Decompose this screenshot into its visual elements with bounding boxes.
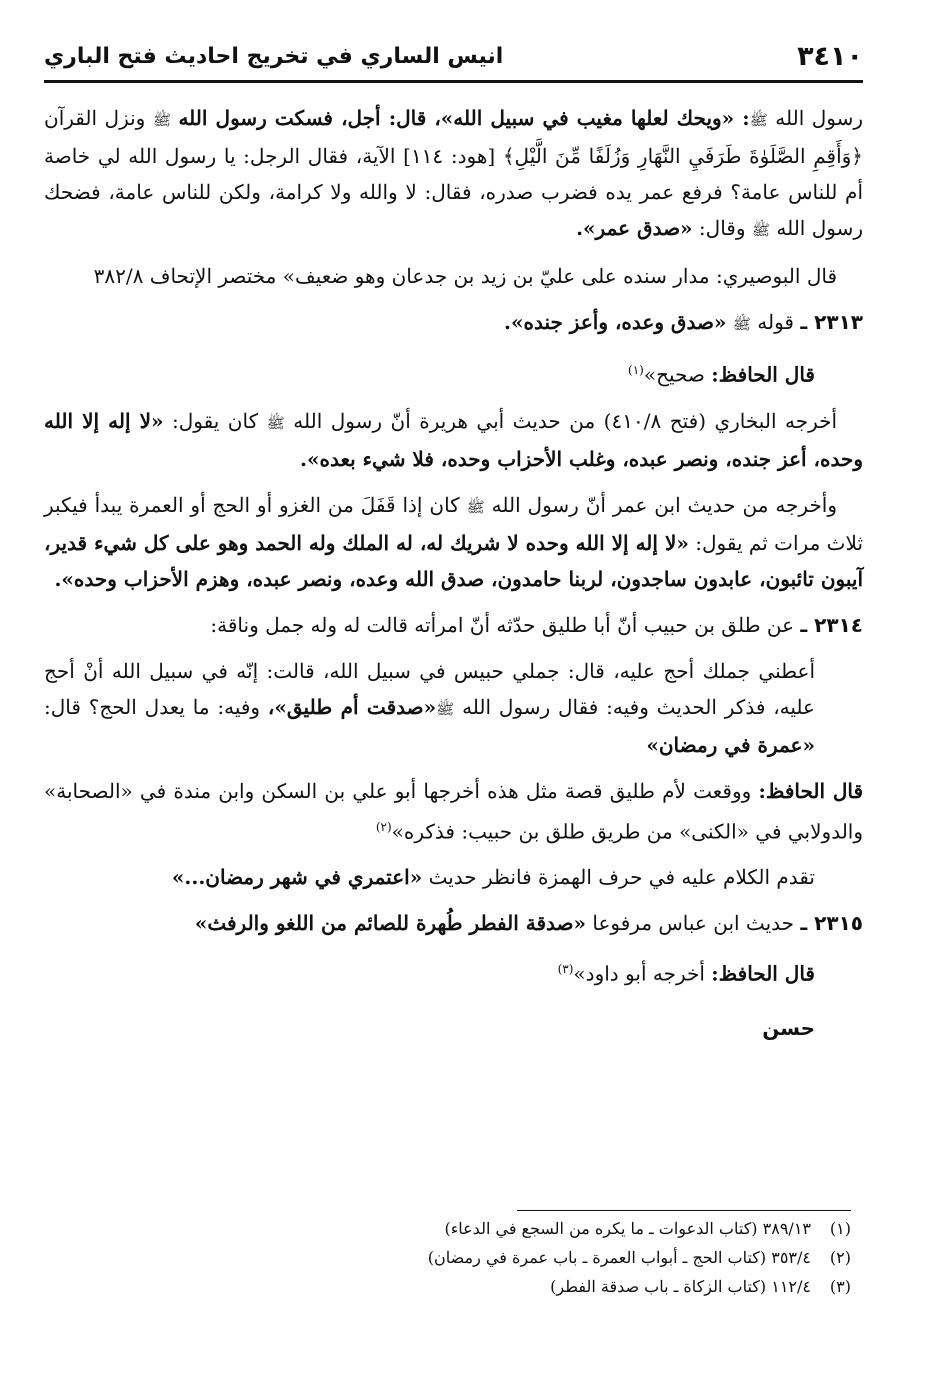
cross-reference: [44, 859, 863, 895]
hafiz-verdict-2313: [44, 352, 863, 393]
hadith-number: ٢٣١٣ ـ: [800, 310, 863, 334]
hafiz-label: قال الحافظ:: [758, 778, 864, 803]
hafiz-label: قال الحافظ:: [711, 961, 815, 986]
continued-hadith-paragraph: [44, 100, 863, 248]
text-run: أعطني جملك أحج عليه، قال: جملي حبيس في سبيل الله، قالت: إنّه في سبيل الله أنْ أحج عليه، فذكر الحديث وفيه: فقال رسول الله: [44, 658, 815, 719]
text-run: وقال:: [698, 216, 746, 240]
text-run: أخرجه البخاري (فتح ٤١٠/٨) من حديث أبي هريرة أنّ رسول الله: [293, 408, 838, 433]
hadith-2313-heading: [44, 304, 863, 342]
footnote-item: [200, 1272, 851, 1301]
page-number: ٣٤١٠: [797, 40, 863, 72]
hadith-number: ٢٣١٥ ـ: [800, 911, 863, 936]
hadith-quote: «عمرة في رمضان»: [646, 732, 815, 757]
text-run: صحيح»: [643, 362, 705, 387]
hafiz-label: قال الحافظ:: [711, 362, 815, 387]
footnote-item: [200, 1243, 851, 1272]
hadith-grade: حسن: [762, 1015, 815, 1040]
page-header: [44, 36, 863, 76]
salawat-symbol: ﷺ: [266, 413, 285, 432]
footnote-rule: [517, 1210, 851, 1211]
text-run: رسول الله: [775, 106, 864, 130]
footnote-label: (١): [829, 1219, 851, 1238]
footnote-ref: (٢): [375, 819, 392, 834]
text-run: حديث ابن عباس مرفوعا: [592, 911, 794, 936]
text-run: وأخرجه من حديث ابن عمر أنّ رسول الله: [491, 492, 838, 517]
footnote-item: [200, 1214, 851, 1243]
hadith-2314-text: [44, 653, 863, 763]
busiri-note: قال البوصيري: مدار سنده على عليّ بن زيد بن جدعان وهو ضعيف» مختصر الإتحاف ٣٨٢/٨: [93, 264, 837, 288]
running-title: انيس الساري في تخريج احاديث فتح الباري: [44, 43, 504, 69]
text-run: تقدم الكلام عليه في حرف الهمزة فانظر حديث: [428, 865, 815, 890]
salawat-symbol: ﷺ: [751, 221, 770, 239]
salawat-symbol: ﷺ: [152, 111, 171, 129]
footnote-label: (٣): [829, 1277, 851, 1296]
text-run: كان يقول:: [172, 408, 259, 433]
footnote-text: ٣٨٩/١٣ (كتاب الدعوات ـ ما يكره من السجع في الدعاء): [444, 1219, 811, 1238]
salawat-symbol: ﷺ: [436, 699, 455, 718]
footnote-ref: (١): [628, 363, 644, 377]
salawat-symbol: ﷺ: [732, 315, 751, 333]
hadith-quote: «صدقت أم طليق»،: [267, 694, 437, 719]
hadith-quote: «لا إله إلا الله وحده لا شريك له، له الملك وله الحمد وهو على كل شيء قدير، آيبون تائبون، عابدون ساجدون، لربنا حامدون، صدق الله وعده، ونصر عبده، وهزم الأحزاب وحده».: [44, 530, 863, 591]
hadith-quote: «صدق وعده، وأعز جنده».: [504, 310, 727, 334]
hadith-quote: «صدق عمر».: [576, 216, 693, 240]
hadith-number: ٢٣١٤ ـ: [800, 612, 863, 637]
footnotes: [200, 1214, 851, 1301]
hadith-quote: : «ويحك لعلها مغيب في سبيل الله»، قال: أجل، فسكت رسول الله: [178, 106, 750, 130]
text-run: عن طلق بن حبيب أنّ أبا طليق حدّثه أنّ امرأته قالت له وله جمل وناقة:: [210, 612, 794, 637]
text-run: وفيه: ما يعدل الحج؟ قال:: [44, 694, 261, 719]
text-run: ووقعت لأم طليق قصة مثل هذه أخرجها أبو علي بن السكن وابن مندة في «الصحابة» والدولابي في «الكنى» من طريق طلق بن حبيب: فذكره»: [44, 778, 863, 844]
text-run: كان إذا قَفَلَ من الغزو أو الحج أو العمرة يبدأ فيكبر ثلاث مرات ثم يقول:: [44, 492, 864, 555]
hadith-quote: «صدقة الفطر طُهرة للصائم من اللغو والرفث»: [194, 911, 586, 936]
text-run: أخرجه أبو داود»: [573, 961, 705, 986]
hadith-2315-heading: [44, 905, 863, 941]
ibn-umar-takhrij: [44, 487, 863, 597]
bukhari-takhrij: [44, 403, 863, 477]
footnote-label: (٢): [829, 1248, 851, 1267]
hadith-quote: «اعتمري في شهر رمضان...»: [171, 865, 423, 890]
footnote-text: ١١٢/٤ (كتاب الزكاة ـ باب صدقة الفطر): [550, 1277, 811, 1296]
hadith-quote: «لا إله إلا الله وحده، أعز جنده، ونصر عبده، وغلب الأحزاب وحده، فلا شيء بعده».: [44, 408, 863, 471]
hafiz-verdict-2315: [44, 951, 863, 992]
main-text: [44, 100, 863, 1046]
text-run: ونزل القرآن ﴿وَأَقِمِ الصَّلَوٰةَ طَرَفَيِ النَّهَارِ وَزُلَفًا مِّنَ الَّيْلِ﴾ [هود: ١١٤] الآية، فقال الرجل: يا رسول الله لي خاصة أم للناس عامة؟ فرفع عمر يده فضرب صدره، فقال: لا والله ولا كرامة، ولكن للناس عامة، فضحك رسول الله: [44, 106, 863, 240]
header-rule: [44, 80, 863, 83]
salawat-symbol: ﷺ: [749, 111, 768, 129]
footnote-text: ٣٥٣/٤ (كتاب الحج ـ أبواب العمرة ـ باب عمرة في رمضان): [427, 1248, 811, 1267]
text-run: قوله: [757, 310, 794, 334]
hadith-2314-heading: [44, 607, 863, 643]
hafiz-verdict-2314: [44, 773, 863, 850]
salawat-symbol: ﷺ: [466, 497, 485, 516]
footnote-ref: (٣): [557, 962, 574, 977]
